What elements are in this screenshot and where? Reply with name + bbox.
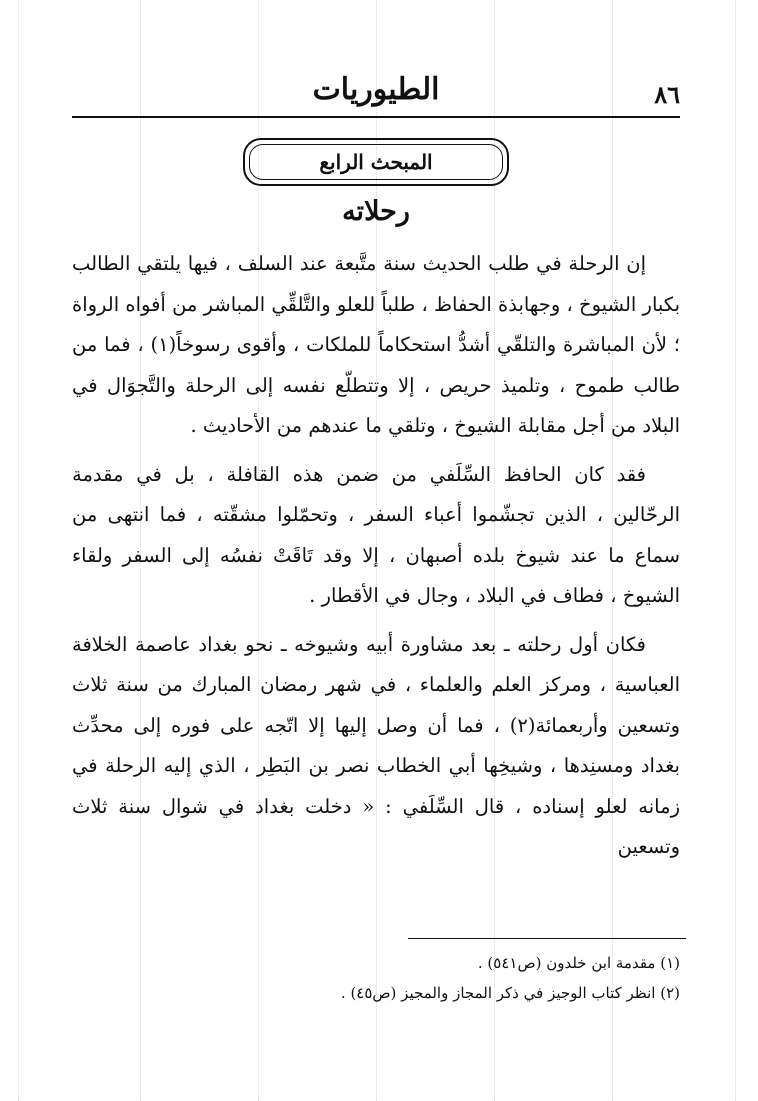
chapter-title: رحلاته [342, 196, 410, 227]
header-rule [72, 116, 680, 118]
paragraph: فكان أول رحلته ـ بعد مشاورة أبيه وشيوخه ـ نحو بغداد عاصمة الخلافة العباسية ، ومركز العلم والعلماء ، في شهر رمضان المبارك من سنة ثلاث وتسعين وأربعمائة(٢) ، فما أن وصل إليها إلا اتّجه على فوره إلى محدِّث بغداد ومسنِدها ، وشيخِها أبي الخطاب نصر بن البَطِر ، الذي إليه الرحلة في زمانه لعلو إسناده ، قال السِّلَفي : « دخلت بغداد في شوال سنة ثلاث وتسعين [72, 632, 680, 858]
footnotes [72, 948, 680, 1008]
running-title: الطيوريات [312, 72, 440, 107]
footnote: (٢) انظر كتاب الوجيز في ذكر المجاز والمجيز (ص٤٥) . [340, 984, 680, 1002]
page-header [72, 66, 680, 118]
body-text [72, 244, 680, 868]
scan-guide-line [735, 0, 736, 1101]
section-heading-frame [243, 138, 509, 186]
footnote-separator [408, 938, 686, 939]
footnote: (١) مقدمة ابن خلدون (ص٥٤١) . [477, 954, 680, 972]
section-heading: المبحث الرابع [249, 144, 503, 180]
scan-guide-line [18, 0, 19, 1101]
page-number: ٨٦ [654, 80, 680, 109]
paragraph: إن الرحلة في طلب الحديث سنة متَّبعة عند السلف ، فيها يلتقي الطالب بكبار الشيوخ ، وجهابذة الحفاظ ، طلباً للعلو والتَّلقِّي المباشر من أفواه الرواة ؛ لأن المباشرة والتلقّي أشدُّ استحكاماً للملكات ، وأقوى رسوخاً(١) ، فما من طالب طموح ، وتلميذ حريص ، إلا وتتطلّع نفسه إلى الرحلة والتَّجوَال في البلاد من أجل مقابلة الشيوخ ، وتلقي ما عندهم من الأحاديث . [72, 252, 680, 437]
paragraph: فقد كان الحافظ السِّلَفي من ضمن هذه القافلة ، بل في مقدمة الرحّالين ، الذين تجشّموا أعباء السفر ، وتحمّلوا مشقّته ، فما انتهى من سماع ما عند شيوخ بلده أصبهان ، إلا وقد تَاقَتْ نفسُه إلى السفر ولقاء الشيوخ ، فطاف في البلاد ، وجال في الأقطار . [72, 462, 680, 607]
